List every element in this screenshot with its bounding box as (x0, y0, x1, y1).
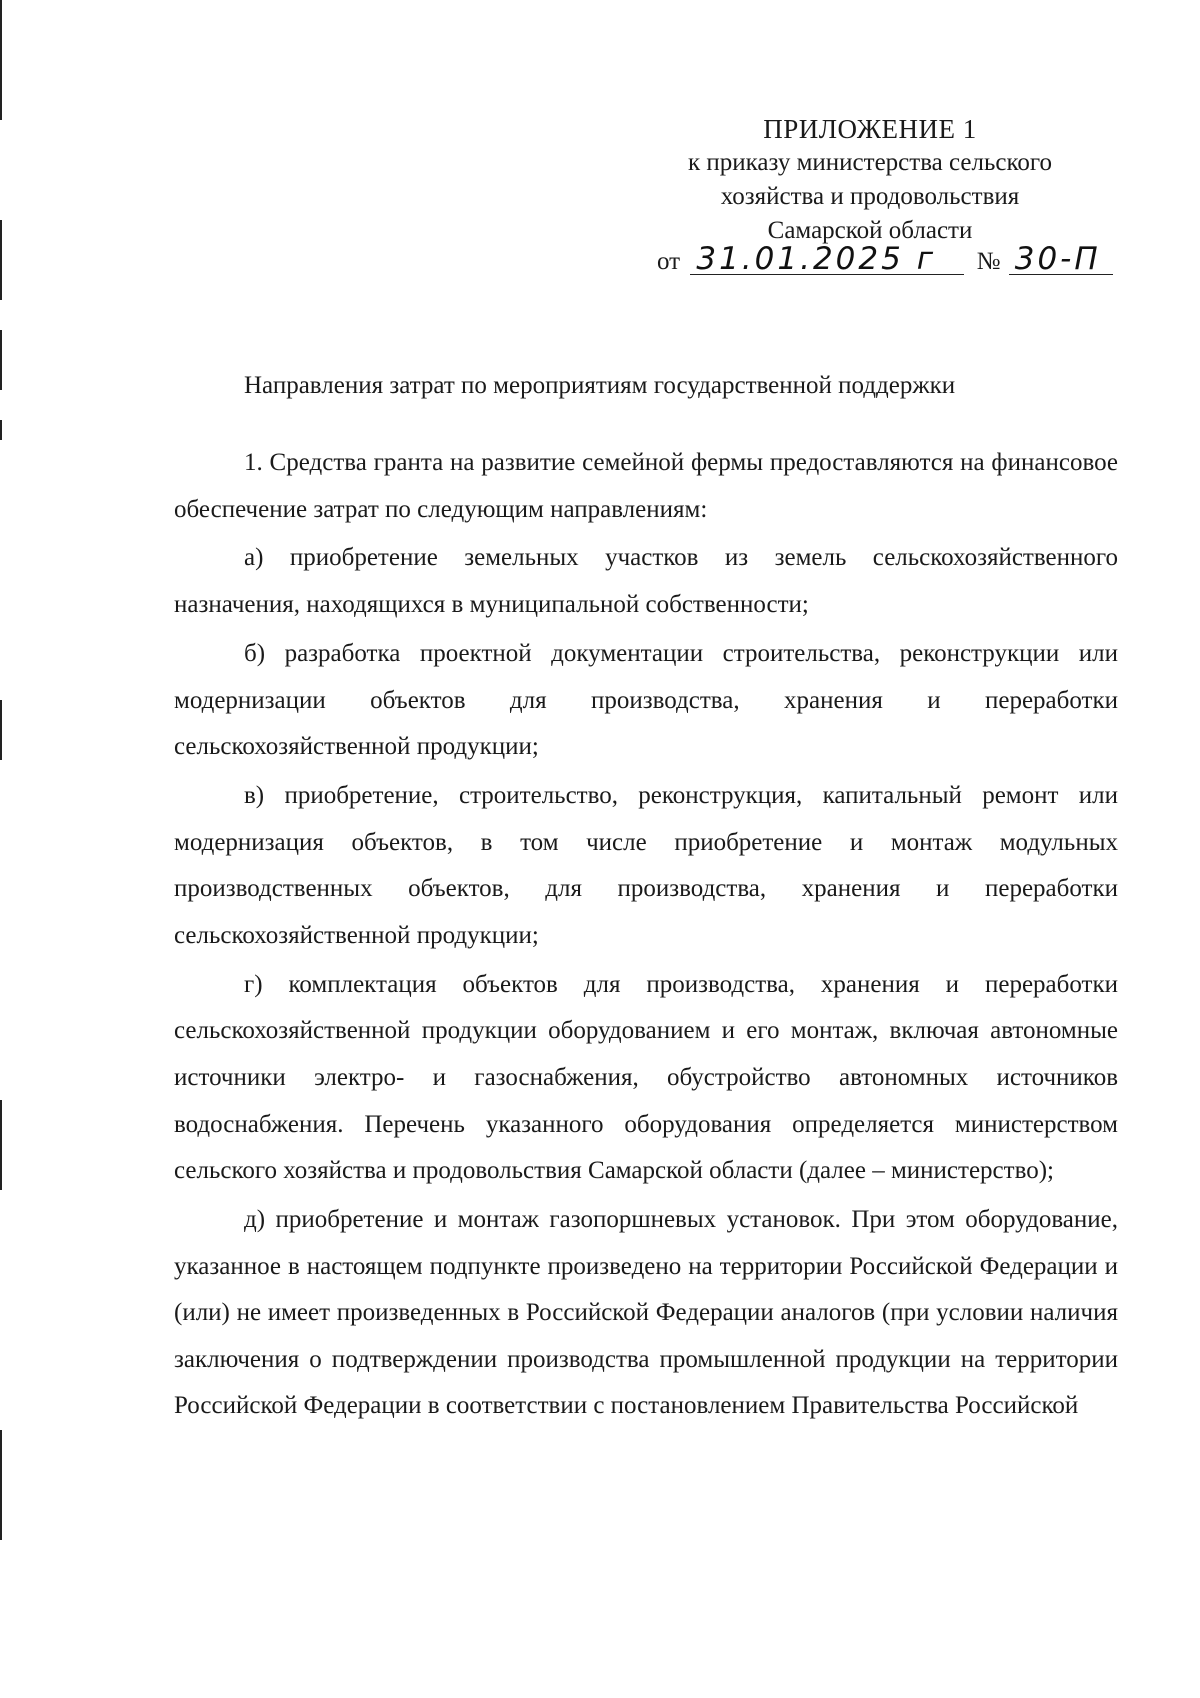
number-prefix: № (976, 248, 1001, 275)
scan-edge-line (0, 0, 2, 120)
paragraph: а) приобретение земельных участков из земель сельскохозяйственного назначения, находящихся в муниципальной собственности; (174, 544, 1118, 619)
appendix-title: ПРИЛОЖЕНИЕ 1 (763, 114, 977, 144)
scan-edge-line (0, 1100, 2, 1190)
appendix-block (650, 112, 1090, 248)
handwritten-date: 31.01.2025 г (690, 244, 964, 275)
paragraph: 1. Средства гранта на развитие семейной фермы предоставляются на финансовое обеспечение затрат по следующим направлениям: (174, 449, 1118, 523)
order-date-line (657, 241, 1113, 277)
document-body (174, 440, 1118, 1432)
paragraph: г) комплектация объектов для производства, хранения и переработки сельскохозяйственной продукции оборудованием и его монтаж, включая автономные источники электро- и газоснабжения, обустройство автономных источников водоснабжения. Перечень указанного оборудования определяется министерством сельского хозяйства и продовольствия Самарской области (далее – министерство); (174, 970, 1118, 1185)
paragraph: в) приобретение, строительство, реконструкция, капитальный ремонт или модернизация объектов, в том числе приобретение и монтаж модульных производственных объектов, для производства, хранения и переработки сельскохозяйственной продукции; (174, 782, 1118, 949)
scan-edge-line (0, 700, 2, 760)
handwritten-order-number: 30-П (1009, 244, 1113, 275)
scan-edge-line (0, 1430, 2, 1540)
appendix-line: Самарской области (767, 217, 973, 244)
scan-edge-line (0, 330, 2, 390)
appendix-line: к приказу министерства сельского (687, 149, 1052, 176)
document-heading: Направления затрат по мероприятиям государственной поддержки (244, 372, 956, 399)
scan-edge-line (0, 420, 2, 440)
scan-edge-line (0, 220, 2, 300)
appendix-line: хозяйства и продовольствия (720, 183, 1020, 210)
date-prefix: от (657, 248, 681, 275)
paragraph: д) приобретение и монтаж газопоршневых установок. При этом оборудование, указанное в настоящем подпункте произведено на территории Российской Федерации и (или) не имеет произведенных в Российской Федерации аналогов (при условии наличия заключения о подтверждении производства промышленной продукции на территории Российской Федерации в соответствии с постановлением Правительства Российской (174, 1205, 1118, 1420)
paragraph: б) разработка проектной документации строительства, реконструкции или модернизации объектов для производства, хранения и переработки сельскохозяйственной продукции; (174, 639, 1118, 761)
